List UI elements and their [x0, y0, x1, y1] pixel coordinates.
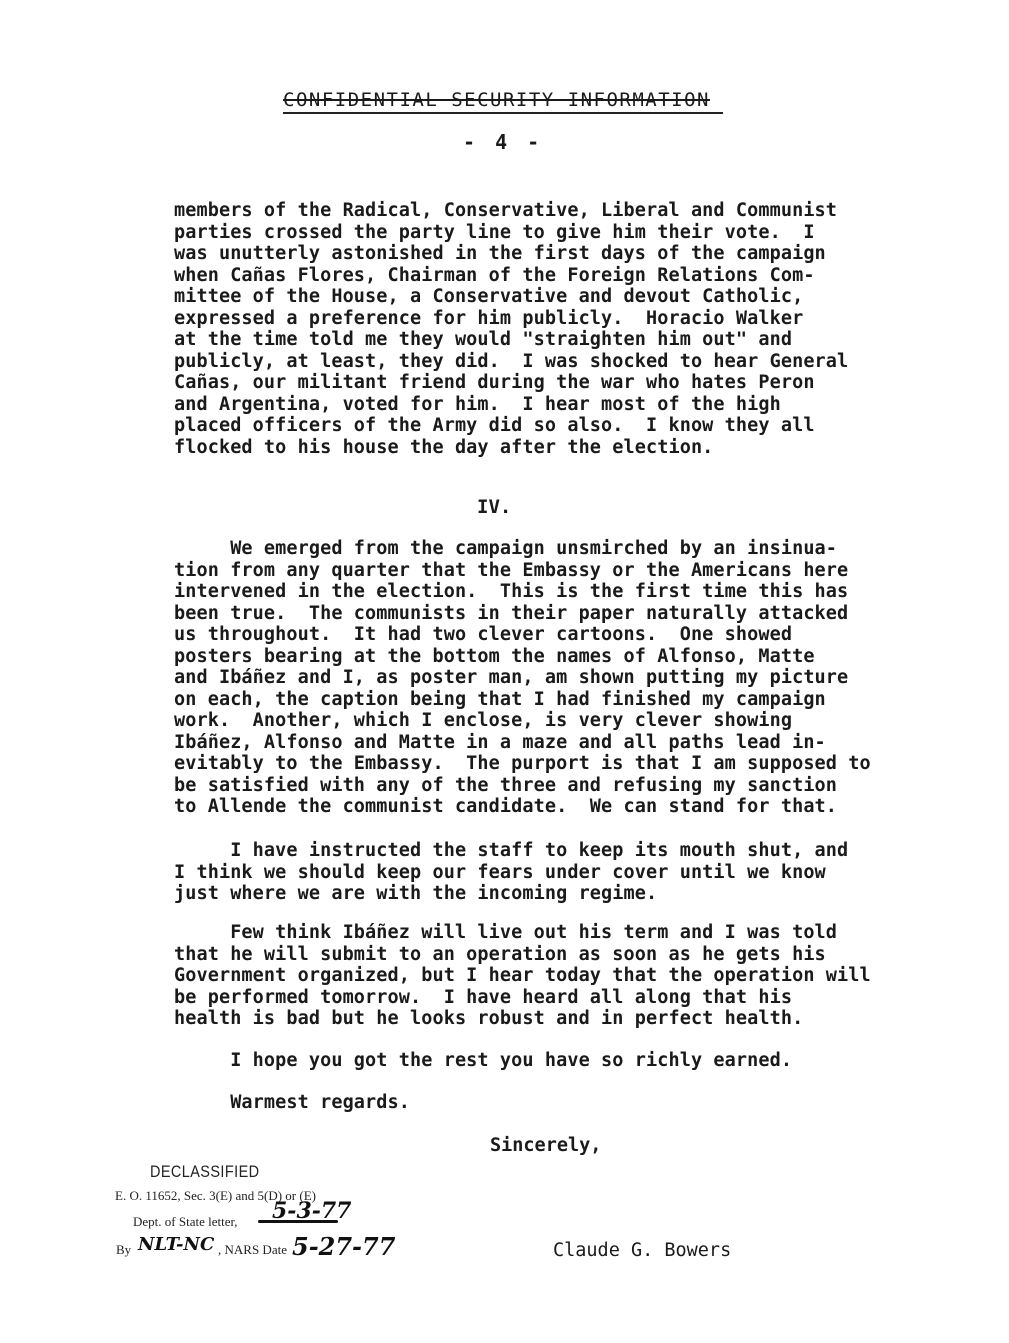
stamp-initials: NLT-NC — [138, 1234, 215, 1255]
stamp-letter-date: 5-3-77 — [272, 1198, 352, 1224]
signature-block: Claude G. Bowers — [553, 1240, 732, 1261]
paragraph-4: Few think Ibáñez will live out his term and I was told that he will submit to an operation as soon as he gets his Government organized, but I hear today that the operation will be performed tomorrow. I have heard all along that his health is bad but he looks robust and in perfect health. — [174, 922, 871, 1029]
section-heading: IV. — [477, 496, 512, 518]
page-number: - 4 - — [463, 130, 544, 154]
stamp-nars-date: 5-27-77 — [292, 1232, 396, 1261]
salutation: Sincerely, — [490, 1135, 602, 1156]
paragraph-6: Warmest regards. — [174, 1092, 410, 1113]
paragraph-1: members of the Radical, Conservative, Liberal and Communist parties crossed the party line to give him their vote. I was unutterly astonished in the first days of the campaign when Cañas Flores, Chairman of the Foreign Relations Com- mittee of the House, a Conservative and devout Catholic, expressed a preference for him publicly. Horacio Walker at the time told me they would "straighten him out" and publicly, at least, they did. I was shocked to hear General Cañas, our militant friend during the war who hates Peron and Argentina, voted for him. I hear most of the high placed officers of the Army did so also. I know they all flocked to his house the day after the election. — [174, 200, 849, 458]
stamp-by-prefix: By — [116, 1242, 132, 1257]
paragraph-2: We emerged from the campaign unsmirched by an insinua- tion from any quarter that the Embassy or the Americans here intervened in the election. This is the first time this has been true. The communists in their paper naturally attacked us throughout. It had two clever cartoons. One showed posters bearing at the bottom the names of Alfonso, Matte and Ibáñez and I, as poster man, am shown putting my picture on each, the caption being that I had finished my campaign work. Another, which I enclose, is very clever showing Ibáñez, Alfonso and Matte in a maze and all paths lead in- evitably to the Embassy. The purport is that I am supposed to be satisfied with any of the three and refusing my sanction to Allende the communist candidate. We can stand for that. — [174, 538, 871, 817]
stamp-nars-label: , NARS Date — [218, 1242, 287, 1257]
paragraph-5: I hope you got the rest you have so richly earned. — [174, 1050, 793, 1071]
stamp-letter-line: Dept. of State letter, — [133, 1214, 238, 1229]
paragraph-3: I have instructed the staff to keep its mouth shut, and I think we should keep our fears under cover until we know just where we are with the incoming regime. — [174, 840, 849, 904]
stamp-title: DECLASSIFIED — [150, 1162, 260, 1181]
classification-header: CONFIDENTIAL SECURITY INFORMATION — [283, 88, 723, 114]
stamp-authority-line: E. O. 11652, Sec. 3(E) and 5(D) or (E) — [115, 1188, 316, 1203]
